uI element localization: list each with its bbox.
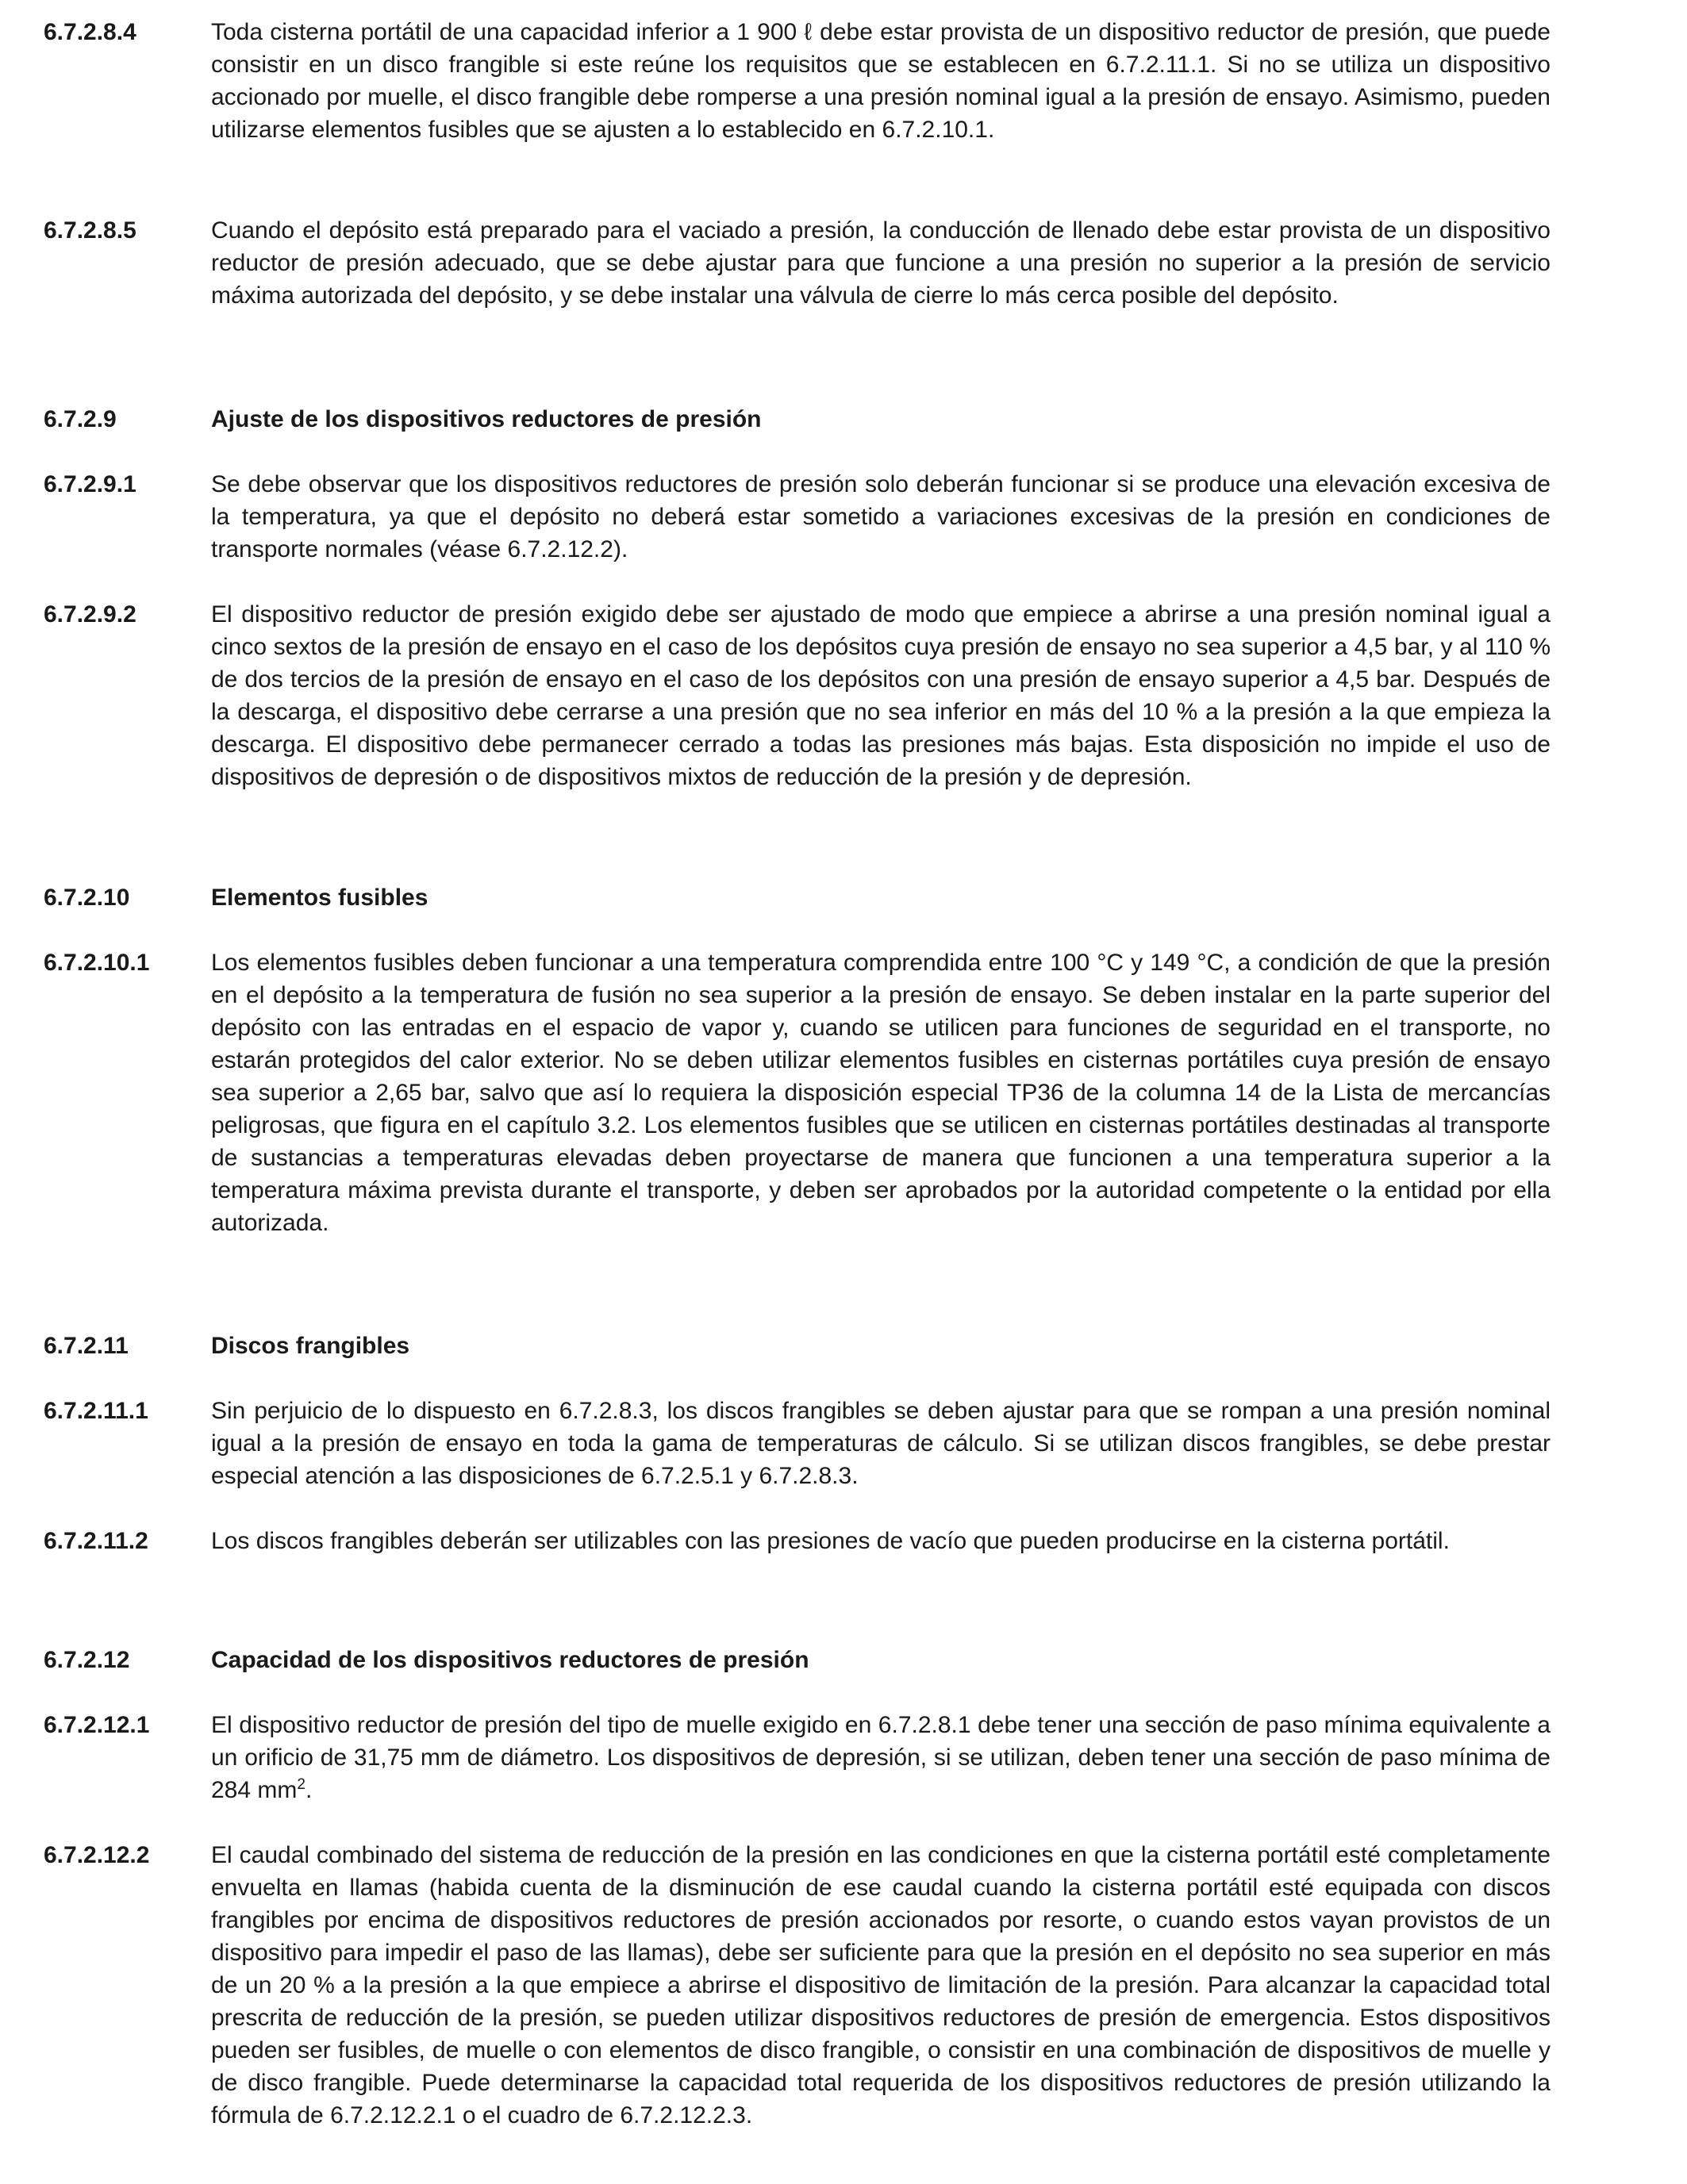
section-paragraph: Los discos frangibles deberán ser utilizables con las presiones de vacío que pueden producirse en la cisterna portátil.: [211, 1528, 1450, 1554]
section-paragraph: Toda cisterna portátil de una capacidad inferior a 1 900 ℓ debe estar provista de un dispositivo reductor de presión, que puede consistir en un disco frangible si este reúne los requisitos que se establecen en 6.7.2.11.1. Si no se utiliza un dispositivo accionado por muelle, el disco frangible debe romperse a una presión nominal igual a la presión de ensayo. Asimismo, pueden utilizarse elementos fusibles que se ajusten a lo establecido en 6.7.2.10.1.: [211, 19, 1551, 143]
section-number: 6.7.2.8.5: [44, 217, 136, 244]
section-number: 6.7.2.8.4: [44, 19, 136, 45]
section-number: 6.7.2.11.1: [44, 1398, 148, 1424]
section-paragraph: Cuando el depósito está preparado para el vaciado a presión, la conducción de llenado debe estar provista de un dispositivo reductor de presión adecuado, que se debe ajustar para que funcione a una presión no superior a la presión de servicio máxima autorizada del depósito, y se debe instalar una válvula de cierre lo más cerca posible del depósito.: [211, 217, 1551, 309]
section-number: 6.7.2.9: [44, 406, 117, 432]
section-paragraph: Sin perjuicio de lo dispuesto en 6.7.2.8.3, los discos frangibles se deben ajustar para que se rompan a una presión nominal igual a la presión de ensayo en toda la gama de temperaturas de cálculo. Si se utilizan discos frangibles, se debe prestar especial atención a las disposiciones de 6.7.2.5.1 y 6.7.2.8.3.: [211, 1398, 1551, 1489]
section-number: 6.7.2.11.2: [44, 1528, 148, 1554]
section-heading: Capacidad de los dispositivos reductores de presión: [211, 1647, 809, 1673]
section-number: 6.7.2.11: [44, 1333, 129, 1359]
superscript: 2: [297, 1776, 306, 1793]
section-number: 6.7.2.9.1: [44, 471, 136, 497]
section-number: 6.7.2.10: [44, 885, 130, 911]
section-paragraph: El caudal combinado del sistema de reducción de la presión en las condiciones en que la cisterna portátil esté completamente envuelta en llamas (habida cuenta de la disminución de ese caudal cuando la cisterna portátil esté equipada con discos frangibles por encima de dispositivos reductores de presión accionados por resorte, o cuando estos vayan provistos de un dispositivo para impedir el paso de las llamas), debe ser suficiente para que la presión en el depósito no sea superior en más de un 20 % a la presión a la que empiece a abrirse el dispositivo de limitación de la presión. Para alcanzar la capacidad total prescrita de reducción de la presión, se pueden utilizar dispositivos reductores de presión de emergencia. Estos dispositivos pueden ser fusibles, de muelle o con elementos de disco frangible, o consistir en una combinación de dispositivos de muelle y de disco frangible. Puede determinarse la capacidad total requerida de los dispositivos reductores de presión utilizando la fórmula de 6.7.2.12.2.1 o el cuadro de 6.7.2.12.2.3.: [211, 1842, 1551, 2128]
section-heading: Ajuste de los dispositivos reductores de presión: [211, 406, 762, 432]
section-number: 6.7.2.12.1: [44, 1712, 150, 1738]
section-number: 6.7.2.9.2: [44, 601, 136, 628]
section-heading: Discos frangibles: [211, 1333, 410, 1359]
paragraph-text: El dispositivo reductor de presión del tipo de muelle exigido en 6.7.2.8.1 debe tener una sección de paso mínima equivalente a un orificio de 31,75 mm de diámetro. Los dispositivos de depresión, si se utilizan, deben tener una sección de paso mínima de 284 mm: [211, 1712, 1551, 1803]
paragraph-tail: .: [305, 1777, 313, 1803]
section-paragraph: [211, 1709, 1551, 1806]
section-number: 6.7.2.12: [44, 1647, 130, 1673]
section-paragraph: Se debe observar que los dispositivos reductores de presión solo deberán funcionar si se produce una elevación excesiva de la temperatura, ya que el depósito no deberá estar sometido a variaciones excesivas de la presión en condiciones de transporte normales (véase 6.7.2.12.2).: [211, 471, 1551, 562]
section-number: 6.7.2.12.2: [44, 1842, 150, 1868]
section-paragraph: Los elementos fusibles deben funcionar a una temperatura comprendida entre 100 °C y 149 °C, a condición de que la presión en el depósito a la temperatura de fusión no sea superior a la presión de ensayo. Se deben instalar en la parte superior del depósito con las entradas en el espacio de vapor y, cuando se utilicen para funciones de seguridad en el transporte, no estarán protegidos del calor exterior. No se deben utilizar elementos fusibles en cisternas portátiles cuya presión de ensayo sea superior a 2,65 bar, salvo que así lo requiera la disposición especial TP36 de la columna 14 de la Lista de mercancías peligrosas, que figura en el capítulo 3.2. Los elementos fusibles que se utilicen en cisternas portátiles destinadas al transporte de sustancias a temperaturas elevadas deben proyectarse de manera que funcionen a una temperatura superior a la temperatura máxima prevista durante el transporte, y deben ser aprobados por la autoridad competente o la entidad por ella autorizada.: [211, 950, 1551, 1236]
section-paragraph: El dispositivo reductor de presión exigido debe ser ajustado de modo que empiece a abrirse a una presión nominal igual a cinco sextos de la presión de ensayo en el caso de los depósitos cuya presión de ensayo no sea superior a 4,5 bar, y al 110 % de dos tercios de la presión de ensayo en el caso de los depósitos con una presión de ensayo superior a 4,5 bar. Después de la descarga, el dispositivo debe cerrarse a una presión que no sea inferior en más del 10 % a la presión a la que empieza la descarga. El dispositivo debe permanecer cerrado a todas las presiones más bajas. Esta disposición no impide el uso de dispositivos de depresión o de dispositivos mixtos de reducción de la presión y de depresión.: [211, 601, 1551, 790]
section-heading: Elementos fusibles: [211, 885, 428, 911]
section-number: 6.7.2.10.1: [44, 950, 150, 976]
